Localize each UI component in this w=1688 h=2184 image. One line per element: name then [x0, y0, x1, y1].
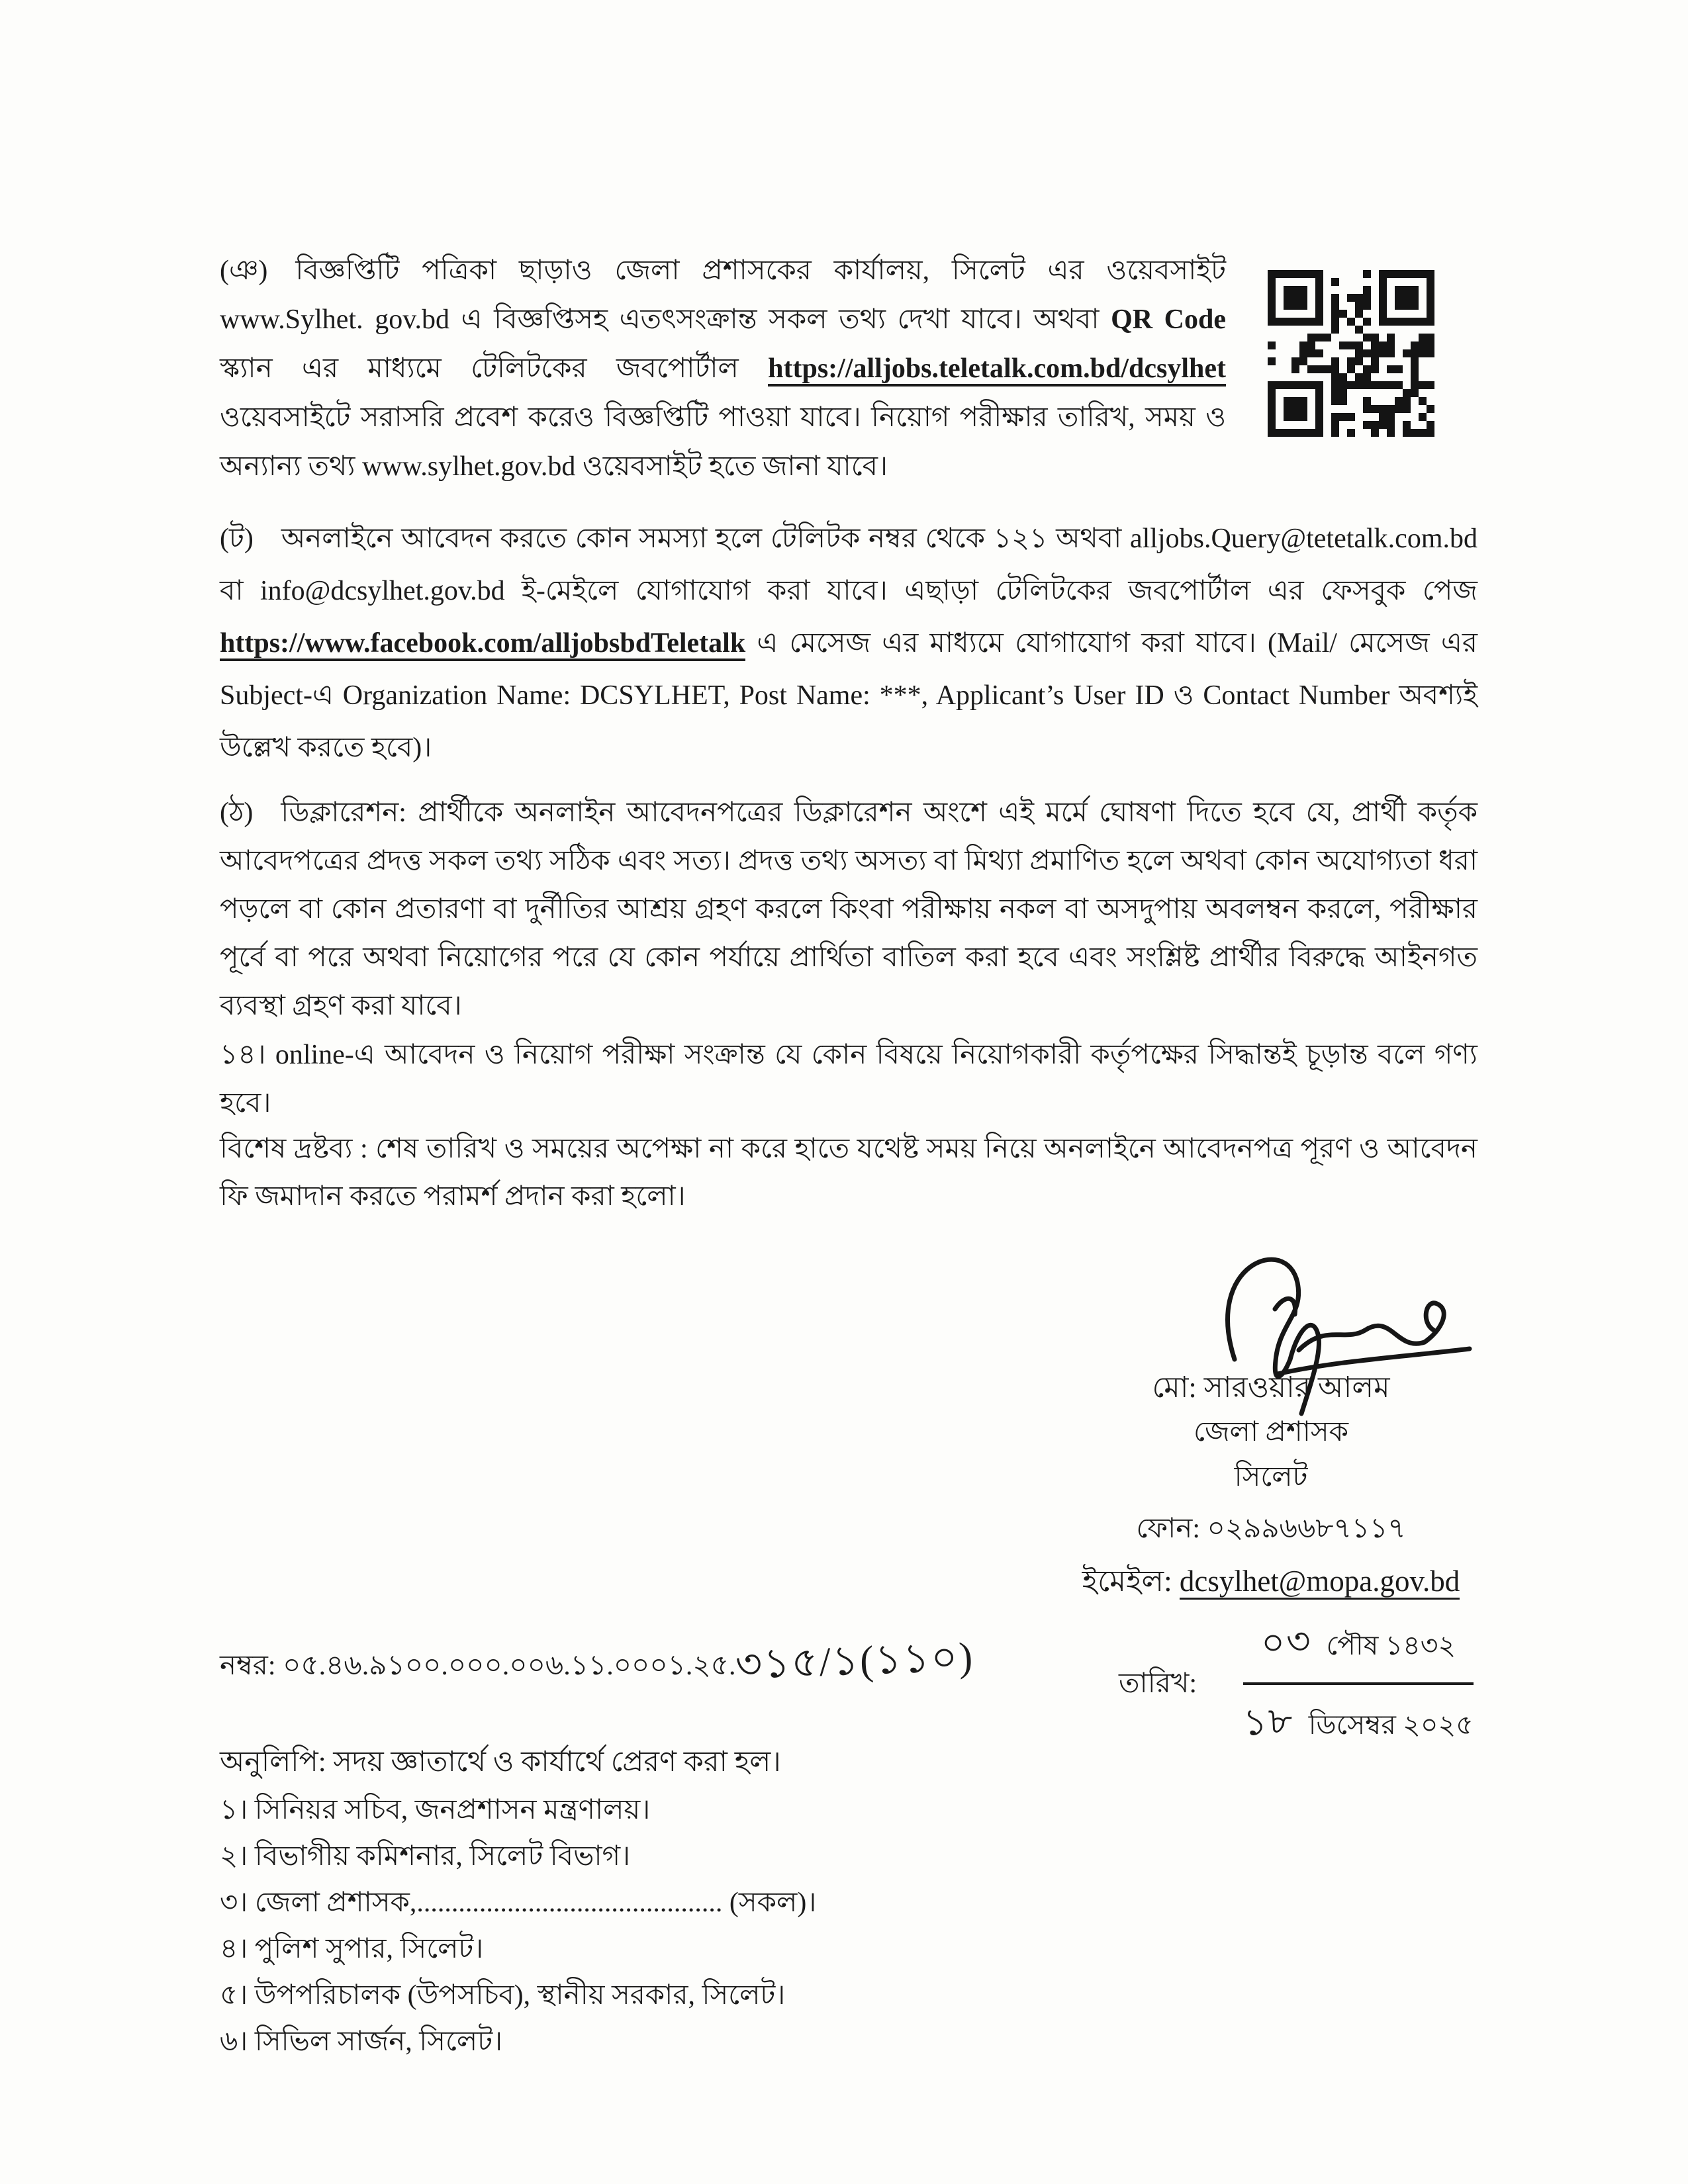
clause-to-text-1: অনলাইনে আবেদন করতে কোন সমস্যা হলে টেলিটক নম্বর থেকে ১২১ অথবা	[281, 523, 1130, 554]
signatory-phone: ফোন: ০২৯৯৬৬৮৭১১৭	[1136, 1514, 1406, 1544]
clause-to-text-4: এ মেসেজ এর মাধ্যমে যোগাযোগ করা যাবে। (Mail/ মেসেজ এর Subject-এ Organization Name: DCSYLHET, Post Name: ***, Applicant’s User ID ও Contact Number অবশ্যই উল্লেখ করতে হবে)।	[220, 628, 1477, 763]
date-gregorian-day-handwritten: ১৮	[1242, 1700, 1295, 1744]
memo-number-label: নম্বর:	[220, 1651, 283, 1681]
signatory-district: সিলেট	[1234, 1462, 1308, 1492]
clause-item-14	[220, 1031, 1477, 1128]
email-label: ইমেইল:	[1082, 1565, 1180, 1598]
memo-number-line	[220, 1629, 974, 1698]
clause-nyo-text-1: বিজ্ঞপ্তিটি পত্রিকা ছাড়াও জেলা প্রশাসকের কার্যালয়, সিলেট এর ওয়েবসাইট	[295, 255, 1226, 286]
clause-nyo	[220, 246, 1226, 491]
qr-code-label: QR Code	[1111, 304, 1226, 335]
clause-to-label: (ট)	[220, 523, 254, 554]
clause-to-text-3: ই-মেইলে যোগাযোগ করা যাবে। এছাড়া টেলিটকের জবপোর্টাল এর ফেসবুক পেজ	[504, 576, 1478, 606]
signature-block	[1006, 1239, 1536, 1603]
clause-nyo-text-4: ওয়েবসাইটে সরাসরি প্রবেশ করেও বিজ্ঞপ্তিটি পাওয়া যাবে। নিয়োগ পরীক্ষার তারিখ, সময় ও অন্যান্য তথ্য	[220, 402, 1226, 482]
clause-nyo-label: (ঞ)	[220, 255, 268, 286]
copy-item: ৫। উপপরিচালক (উপসচিব), স্থানীয় সরকার, সিলেট।	[220, 1980, 786, 2011]
dcsylhet-info-email: info@dcsylhet.gov.bd	[260, 576, 505, 606]
copies-list	[220, 1787, 816, 2065]
facebook-page-url: https://www.facebook.com/alljobsbdTeletalk	[220, 628, 745, 661]
memo-number-printed: ০৫.৪৬.৯১০০.০০০.০০৬.১১.০০০১.২৫.	[283, 1651, 736, 1681]
signatory-email-address: dcsylhet@mopa.gov.bd	[1180, 1565, 1460, 1600]
copy-item: ৩। জেলা প্রশাসক,............................................ (সকল)।	[220, 1888, 817, 1918]
special-note-label: বিশেষ দ্রষ্টব্য :	[220, 1134, 368, 1164]
clause-item-14-text: ১৪। online-এ আবেদন ও নিয়োগ পরীক্ষা সংক্রান্ত যে কোন বিষয়ে নিয়োগকারী কর্তৃপক্ষের সিদ্ধান্তই চূড়ান্ত বলে গণ্য হবে।	[220, 1040, 1477, 1118]
clause-tho	[220, 789, 1477, 1030]
copies-heading: অনুলিপি: সদয় জ্ঞাতার্থে ও কার্যার্থে প্রেরণ করা হল।	[220, 1747, 781, 1778]
date-bangla-day-handwritten: ০৩	[1259, 1621, 1313, 1664]
clause-nyo-text-2: এ বিজ্ঞপ্তিসহ এতৎসংক্রান্ত সকল তথ্য দেখা যাবে। অথবা	[449, 304, 1111, 335]
clause-to-text-2: বা	[220, 576, 261, 606]
date-fraction	[1243, 1614, 1474, 1755]
sylhet-website-url: www.Sylhet. gov.bd	[220, 304, 449, 335]
signatory-name: মো: সারওয়ার আলম	[1152, 1371, 1390, 1404]
special-note-text: শেষ তারিখ ও সময়ের অপেক্ষা না করে হাতে যথেষ্ট সময় নিয়ে অনলাইনে আবেদনপত্র পূরণ ও আবেদন ফি জমাদান করতে পরামর্শ প্রদান করা হলো।	[220, 1134, 1477, 1212]
clause-to	[220, 513, 1477, 774]
special-note	[220, 1125, 1477, 1220]
memo-date-block	[1119, 1614, 1474, 1755]
alljobs-query-email: alljobs.Query@tetetalk.com.bd	[1129, 523, 1477, 554]
copy-item: ৪। পুলিশ সুপার, সিলেট।	[220, 1934, 484, 1964]
signatory-designation: জেলা প্রশাসক	[1193, 1417, 1349, 1447]
copy-item: ১। সিনিয়র সচিব, জনপ্রশাসন মন্ত্রণালয়।	[220, 1795, 651, 1825]
copy-item: ৬। সিভিল সার্জন, সিলেট।	[220, 2026, 503, 2057]
clause-nyo-text-5: ওয়েবসাইট হতে জানা যাবে।	[575, 451, 888, 482]
qr-code	[1268, 270, 1434, 437]
date-gregorian-month-year: ডিসেম্বর ২০২৫	[1308, 1709, 1474, 1740]
clause-tho-label: (ঠ)	[220, 797, 254, 828]
sylhet-website-url-2: www.sylhet.gov.bd	[361, 451, 576, 482]
date-label: তারিখ:	[1119, 1668, 1197, 1699]
date-bangla	[1243, 1614, 1474, 1685]
date-bangla-month-year: পৌষ ১৪৩২	[1326, 1630, 1456, 1661]
clause-tho-text: ডিক্লারেশন: প্রার্থীকে অনলাইন আবেদনপত্রের ডিক্লারেশন অংশে এই মর্মে ঘোষণা দিতে হবে যে, প্রার্থী কর্তৃক আবেদপত্রের প্রদত্ত সকল তথ্য সঠিক এবং সত্য। প্রদত্ত তথ্য অসত্য বা মিথ্যা প্রমাণিত হলে অথবা কোন অযোগ্যতা ধরা পড়লে বা কোন প্রতারণা বা দুর্নীতির আশ্রয় গ্রহণ করলে কিংবা পরীক্ষায় নকল বা অসদুপায় অবলম্বন করলে, পরীক্ষার পূর্বে বা পরে অথবা নিয়োগের পরে যে কোন পর্যায়ে প্রার্থিতা বাতিল করা হবে এবং সংশ্লিষ্ট প্রার্থীর বিরুদ্ধে আইনগত ব্যবস্থা গ্রহণ করা যাবে।	[220, 797, 1477, 1021]
date-gregorian	[1243, 1685, 1474, 1755]
clause-nyo-text-3: স্ক্যান এর মাধ্যমে টেলিটকের জবপোর্টাল	[220, 353, 769, 384]
teletalk-jobportal-url: https://alljobs.teletalk.com.bd/dcsylhet	[768, 353, 1226, 387]
copy-item: ২। বিভাগীয় কমিশনার, সিলেট বিভাগ।	[220, 1841, 631, 1872]
memo-number-handwritten: ৩১৫/১(১১০)	[735, 1634, 975, 1688]
signatory-email-line	[1006, 1559, 1536, 1603]
